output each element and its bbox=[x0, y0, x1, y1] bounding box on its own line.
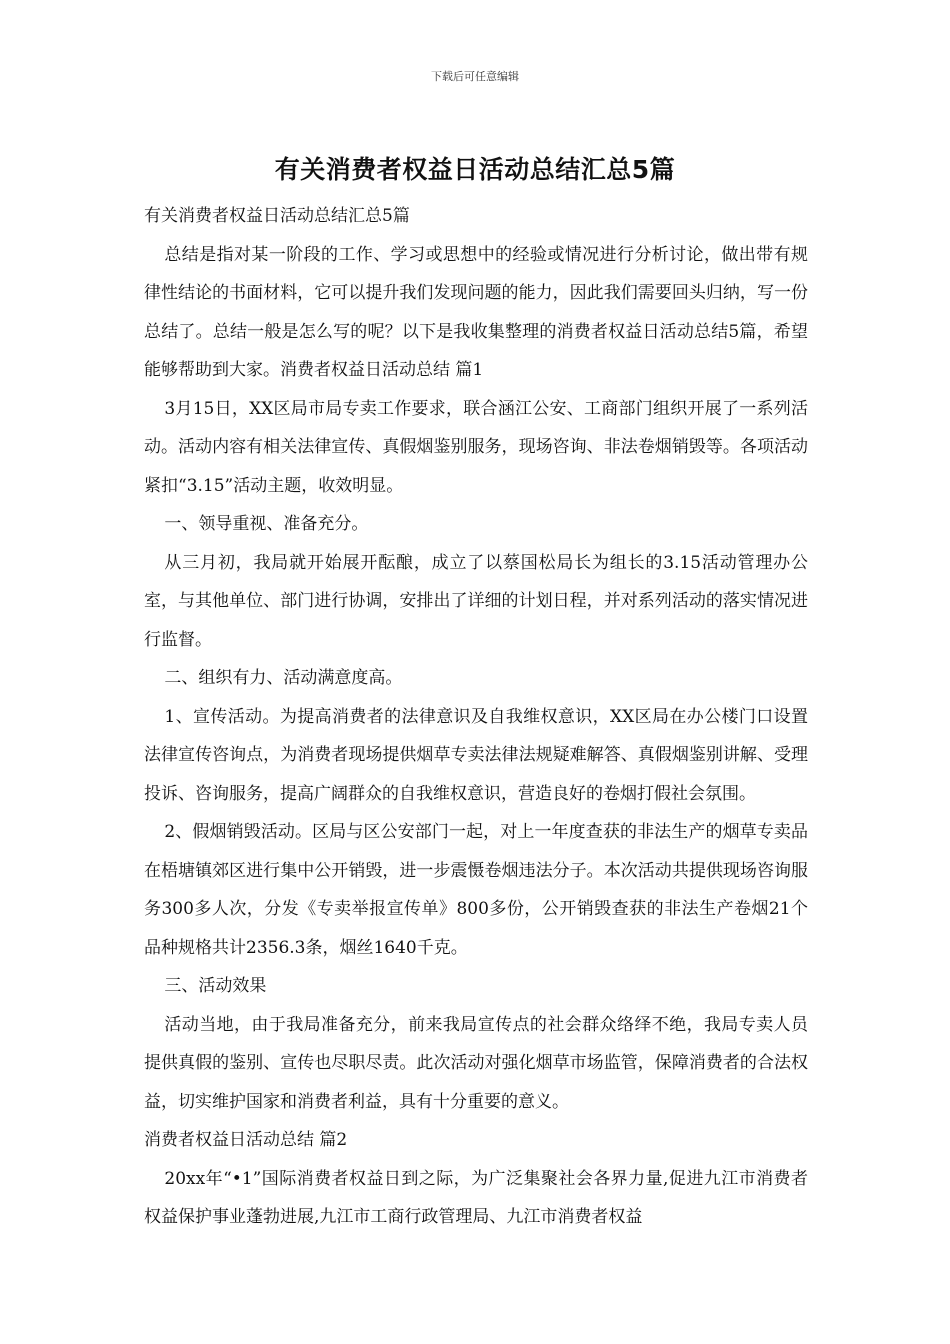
paragraph-effect: 活动当地，由于我局准备充分，前来我局宣传点的社会群众络绎不绝，我局专卖人员提供真假的鉴别、宣传也尽职尽责。此次活动对强化烟草市场监管，保障消费者的合法权益，切实维护国家和消费者利益，具有十分重要的意义。 bbox=[144, 1014, 808, 1112]
subtitle-paragraph: 有关消费者权益日活动总结汇总5篇 bbox=[144, 206, 410, 226]
paragraph-publicity: 1、宣传活动。为提高消费者的法律意识及自我维权意识，XX区局在办公楼门口设置法律宣传咨询点，为消费者现场提供烟草专卖法律法规疑难解答、真假烟鉴别讲解、受理投诉、咨询服务，提高广阔群众的自我维权意识，营造良好的卷烟打假社会氛围。 bbox=[144, 706, 808, 804]
section-heading-1: 一、领导重视、准备充分。 bbox=[164, 514, 369, 534]
intro-paragraph: 总结是指对某一阶段的工作、学习或思想中的经验或情况进行分析讨论，做出带有规律性结论的书面材料，它可以提升我们发现问题的能力，因此我们需要回头归纳，写一份总结了。总结一般是怎么写的呢？以下是我收集整理的消费者权益日活动总结5篇，希望能够帮助到大家。消费者权益日活动总结 篇1 bbox=[144, 244, 808, 380]
paragraph-activity-overview: 3月15日，XX区局市局专卖工作要求，联合涵江公安、工商部门组织开展了一系列活动。活动内容有相关法律宣传、真假烟鉴别服务，现场咨询、非法卷烟销毁等。各项活动紧扣“3.15”活动主题，收效明显。 bbox=[144, 398, 808, 496]
paragraph-destruction: 2、假烟销毁活动。区局与区公安部门一起，对上一年度查获的非法生产的烟草专卖品在梧塘镇郊区进行集中公开销毁，进一步震慑卷烟违法分子。本次活动共提供现场咨询服务300多人次，分发《专卖举报宣传单》800多份，公开销毁查获的非法生产卷烟21个品种规格共计2356.3条，烟丝1640千克。 bbox=[144, 822, 808, 958]
header-note: 下载后可任意编辑 bbox=[431, 70, 519, 83]
article-heading-2: 消费者权益日活动总结 篇2 bbox=[144, 1130, 348, 1150]
section-heading-3: 三、活动效果 bbox=[164, 976, 267, 996]
paragraph-article-2-intro: 20xx年“•1”国际消费者权益日到之际，为广泛集聚社会各界力量,促进九江市消费者权益保护事业蓬勃进展,九江市工商行政管理局、九江市消费者权益 bbox=[144, 1168, 808, 1227]
document-body bbox=[144, 197, 808, 1237]
document-title: 有关消费者权益日活动总结汇总5篇 bbox=[274, 155, 676, 184]
section-heading-2: 二、组织有力、活动满意度高。 bbox=[164, 668, 403, 688]
paragraph-preparation: 从三月初，我局就开始展开酝酿，成立了以蔡国松局长为组长的3.15活动管理办公室，与其他单位、部门进行协调，安排出了详细的计划日程，并对系列活动的落实情况进行监督。 bbox=[144, 552, 808, 650]
